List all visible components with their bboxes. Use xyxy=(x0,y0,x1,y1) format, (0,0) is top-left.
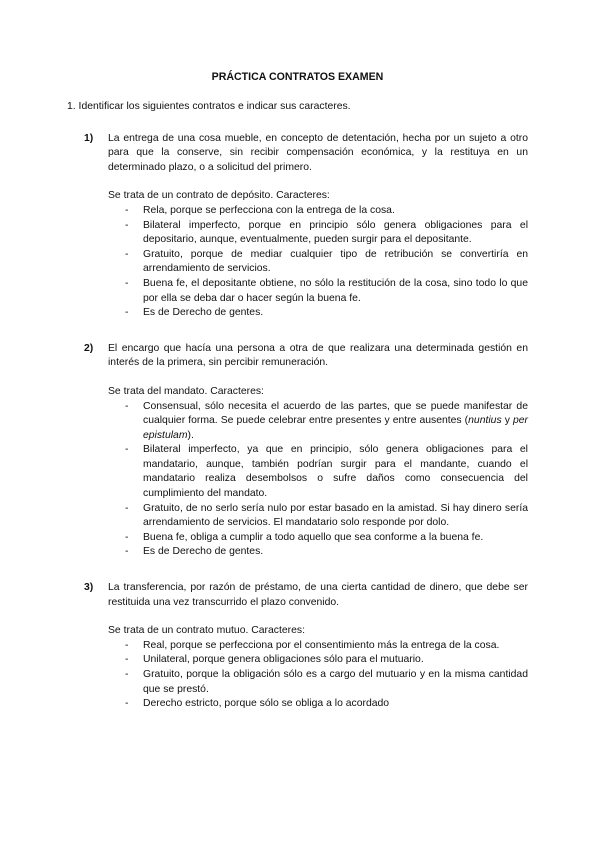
bullet-dash: - xyxy=(125,400,129,412)
bullet-dash: - xyxy=(125,219,129,231)
list-item: - Derecho estricto, porque sólo se obliga a lo acordado xyxy=(108,697,528,712)
list-item: - Consensual, sólo necesita el acuerdo de las partes, que se puede manifestar de cualquier forma. Se puede celebrar entre presentes y entre ausentes (nuntius y per epistulam). xyxy=(108,400,528,444)
question-number: 1) xyxy=(84,132,94,144)
answer-lead: Se trata de un contrato de depósito. Caracteres: xyxy=(108,190,330,202)
question-statement: La transferencia, por razón de préstamo, de una cierta cantidad de dinero, que debe ser restituida una vez transcurrido el plazo convenido. xyxy=(108,582,528,608)
question-2 xyxy=(67,342,528,560)
answer-lead: Se trata del mandato. Caracteres: xyxy=(108,385,264,397)
list-item: - Es de Derecho de gentes. xyxy=(108,545,528,560)
question-number: 3) xyxy=(84,582,94,594)
question-3 xyxy=(67,581,528,712)
bullet-dash: - xyxy=(125,502,129,514)
list-item: - Bilateral imperfecto, ya que en principio, sólo genera obligaciones para el mandatario, aunque, también podrían surgir para el mandante, cuando el mandatario realiza desembolsos o sufre daños como consecuencia del cumplimiento del mandato. xyxy=(108,443,528,501)
characteristics-list xyxy=(108,400,528,561)
characteristics-list xyxy=(108,204,528,321)
bullet-dash: - xyxy=(125,531,129,543)
list-item: - Unilateral, porque genera obligaciones sólo para el mutuario. xyxy=(108,653,528,668)
bullet-dash: - xyxy=(125,444,129,456)
question-statement: La entrega de una cosa mueble, en concepto de detentación, hecha por un sujeto a otro para que la conserve, sin recibir compensación económica, y la restituya en un determinado plazo, o a solicitud del primero. xyxy=(108,132,528,173)
intro-text: 1. Identificar los siguientes contratos e indicar sus caracteres. xyxy=(67,101,351,112)
bullet-dash: - xyxy=(125,698,129,710)
list-item: - Rela, porque se perfecciona con la entrega de la cosa. xyxy=(108,204,528,219)
bullet-dash: - xyxy=(125,307,129,319)
list-item: - Gratuito, porque la obligación sólo es a cargo del mutuario y en la misma cantidad que se prestó. xyxy=(108,668,528,697)
bullet-dash: - xyxy=(125,546,129,558)
question-statement: El encargo que hacía una persona a otra de que realizara una determinada gestión en interés de la primera, sin percibir remuneración. xyxy=(108,342,528,369)
question-1 xyxy=(67,132,528,321)
bullet-dash: - xyxy=(125,248,129,260)
bullet-dash: - xyxy=(125,669,129,680)
list-item: - Bilateral imperfecto, porque en principio sólo genera obligaciones para el depositario, aunque, eventualmente, pueden surgir para el depositante. xyxy=(108,219,528,248)
list-item: - Buena fe, el depositante obtiene, no sólo la restitución de la cosa, sino todo lo que por ella se deba dar o hacer según la buena fe. xyxy=(108,277,528,306)
answer-lead: Se trata de un contrato mutuo. Caracteres: xyxy=(108,625,305,637)
list-item: - Gratuito, de no serlo sería nulo por estar basado en la amistad. Si hay dinero sería arrendamiento de servicios. El mandatario solo responde por dolo. xyxy=(108,502,528,531)
characteristics-list xyxy=(108,639,528,712)
bullet-dash: - xyxy=(125,204,129,216)
list-item: - Buena fe, obliga a cumplir a todo aquello que sea conforme a la buena fe. xyxy=(108,531,528,546)
question-number: 2) xyxy=(84,342,94,354)
bullet-dash: - xyxy=(125,639,129,651)
list-item: - Real, porque se perfecciona por el consentimiento más la entrega de la cosa. xyxy=(108,639,528,654)
document-title: PRÁCTICA CONTRATOS EXAMEN xyxy=(211,71,384,83)
bullet-dash: - xyxy=(125,654,129,666)
bullet-dash: - xyxy=(125,277,129,289)
list-item: - Es de Derecho de gentes. xyxy=(108,306,528,321)
list-item: - Gratuito, porque de mediar cualquier tipo de retribución se convertiría en arrendamiento de servicios. xyxy=(108,248,528,277)
